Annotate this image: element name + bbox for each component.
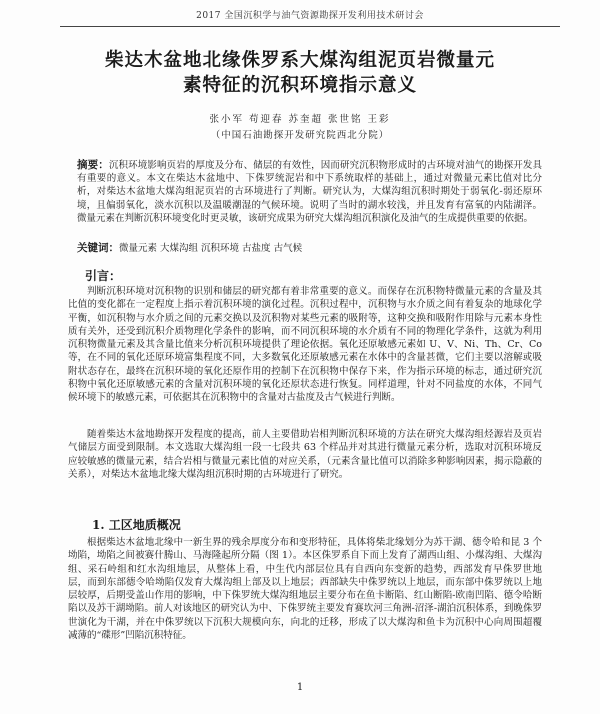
intro-paragraph-2: 随着柴达木盆地勘探开发程度的提高，前人主要借助岩相判断沉积环境的方法在研究大煤沟组烃源岩及页岩气储层方面受到限制。本文选取大煤沟组一段一七段共 63 个样品并对其进行微量元素分析，选取对沉积环境反应较敏感的微量元素，结合岩相与微量元素比值的对应关系，（元素含量比值可以消除多种影响因素，揭示隐蔽的关系），对柴达木盆地北缘大煤沟组沉积时期的古环境进行了研究。 [68, 429, 542, 480]
page-number: 1 [296, 682, 304, 693]
paper-title [40, 48, 560, 98]
title-line-2: 素特征的沉积环境指示意义 [182, 75, 417, 96]
section-1-heading: 1. 工区地质概况 [92, 518, 181, 532]
intro-paragraph-1: 判断沉积环境对沉积物的识别和储层的研究都有着非常重要的意义。而保存在沉积物特微量元素的含量及其比值的变化都在一定程度上指示着沉积环境的演化过程。沉积过程中，沉积物与水介质之间有着复杂的地球化学平衡，如沉积物与水介质之间的元素交换以及沉积物对某些元素的吸附等，这种交换和吸附作用除与元素本身性质有关外，还受到沉积介质物理化学条件的影响，而不同沉积环境的水介质有不同的物理化学条件，这就为利用沉积物微量元素及其含量比值来分析沉积环境提供了理论依据。氧化还原敏感元素如 U、V、Ni、Th、Cr、Co 等，在不同的氧化还原环境富集程度不同，大多数氧化还原敏感元素在水体中的含量甚微，它们主要以溶解或吸附状态存在，最终在沉积环境的氧化还原作用的控制下在沉积物中保存下来，作为指示环境的标志，通过研究沉积物中氧化还原敏感元素的含量对沉积环境的氧化还原状态进行恢复。同样道理，针对不同盐度的水体，不同气候环境下的敏感元素，可依据其在沉积物中的含量对古盐度及古气候进行判断。 [68, 286, 542, 404]
abstract-label: 摘要： [77, 159, 109, 171]
abstract-text: 沉积环境影响页岩的厚度及分布、储层的有效性，因而研究沉积物形成时的古环境对油气的勘探开发具有重要的意义。本文在柴达木盆地中、下侏罗统泥岩和中下系统取样的基础上，通过对微量元素比值对比分析，对柴达木盆地大煤沟组泥页岩的古环境进行了判断。研究认为，大煤沟组沉积时期处于弱氧化-弱还原环境，且偏弱氧化，淡水沉积以及温暖潮湿的气候环境。说明了当时的湖水较浅，并且发育有富氧的内陆湖泽。微量元素在判断沉积环境变化时更灵敏，该研究成果为研究大煤沟组沉积演化及油气的生成提供重要的依据。 [77, 160, 542, 224]
keywords-text: 微量元素 大煤沟组 沉积环境 古盐度 古气候 [119, 243, 303, 254]
intro-heading: 引言： [85, 269, 122, 283]
affiliation: （中国石油勘探开发研究院西北分院） [210, 130, 390, 141]
running-header: 2017 全国沉积学与油气资源勘探开发利用技术研讨会 [60, 8, 560, 27]
keywords-label: 关键词： [77, 242, 119, 254]
section-1-paragraph: 根据柴达木盆地北缘中一新生界的残余厚度分布和变形特征，具体将柴北缘划分为苏干湖、德令哈和昆 3 个坳陷，坳陷之间被赛什腾山、马海隆起所分隔（图 1）。本区侏罗系自下而上发育了湖西山组、小煤沟组、大煤沟组、采石岭组和红水沟组地层，从整体上看，中生代内部层位具有自西向东变新的趋势，西部发育早侏罗世地层，而到东部德令哈坳陷仅发育大煤沟组上部及以上地层；西部缺失中侏罗统以上地层，而东部中侏罗统以上地层较厚，后期受盖山作用的影响，中下侏罗统大煤沟组地层主要分布在鱼卡断陷、红山断陷-欧南凹陷、德令哈断陷以及苏干湖坳陷。前人对该地区的研究认为中、下侏罗统主要发育赛坎河三角洲-沼泽-湖泊沉积体系，到晚侏罗世演化为干湖，并在中侏罗统以下沉积大规模向东，向北的迁移，形成了以大煤沟和鱼卡为沉积中心向周围超覆减薄的“碟形”凹陷沉积特征。 [68, 537, 542, 642]
authors: 张小军 苟迎春 苏奎超 张世铭 王彩 [209, 114, 391, 125]
abstract [77, 159, 542, 225]
title-line-1: 柴达木盆地北缘侏罗系大煤沟组泥页岩微量元 [104, 50, 495, 71]
keywords [77, 240, 542, 255]
